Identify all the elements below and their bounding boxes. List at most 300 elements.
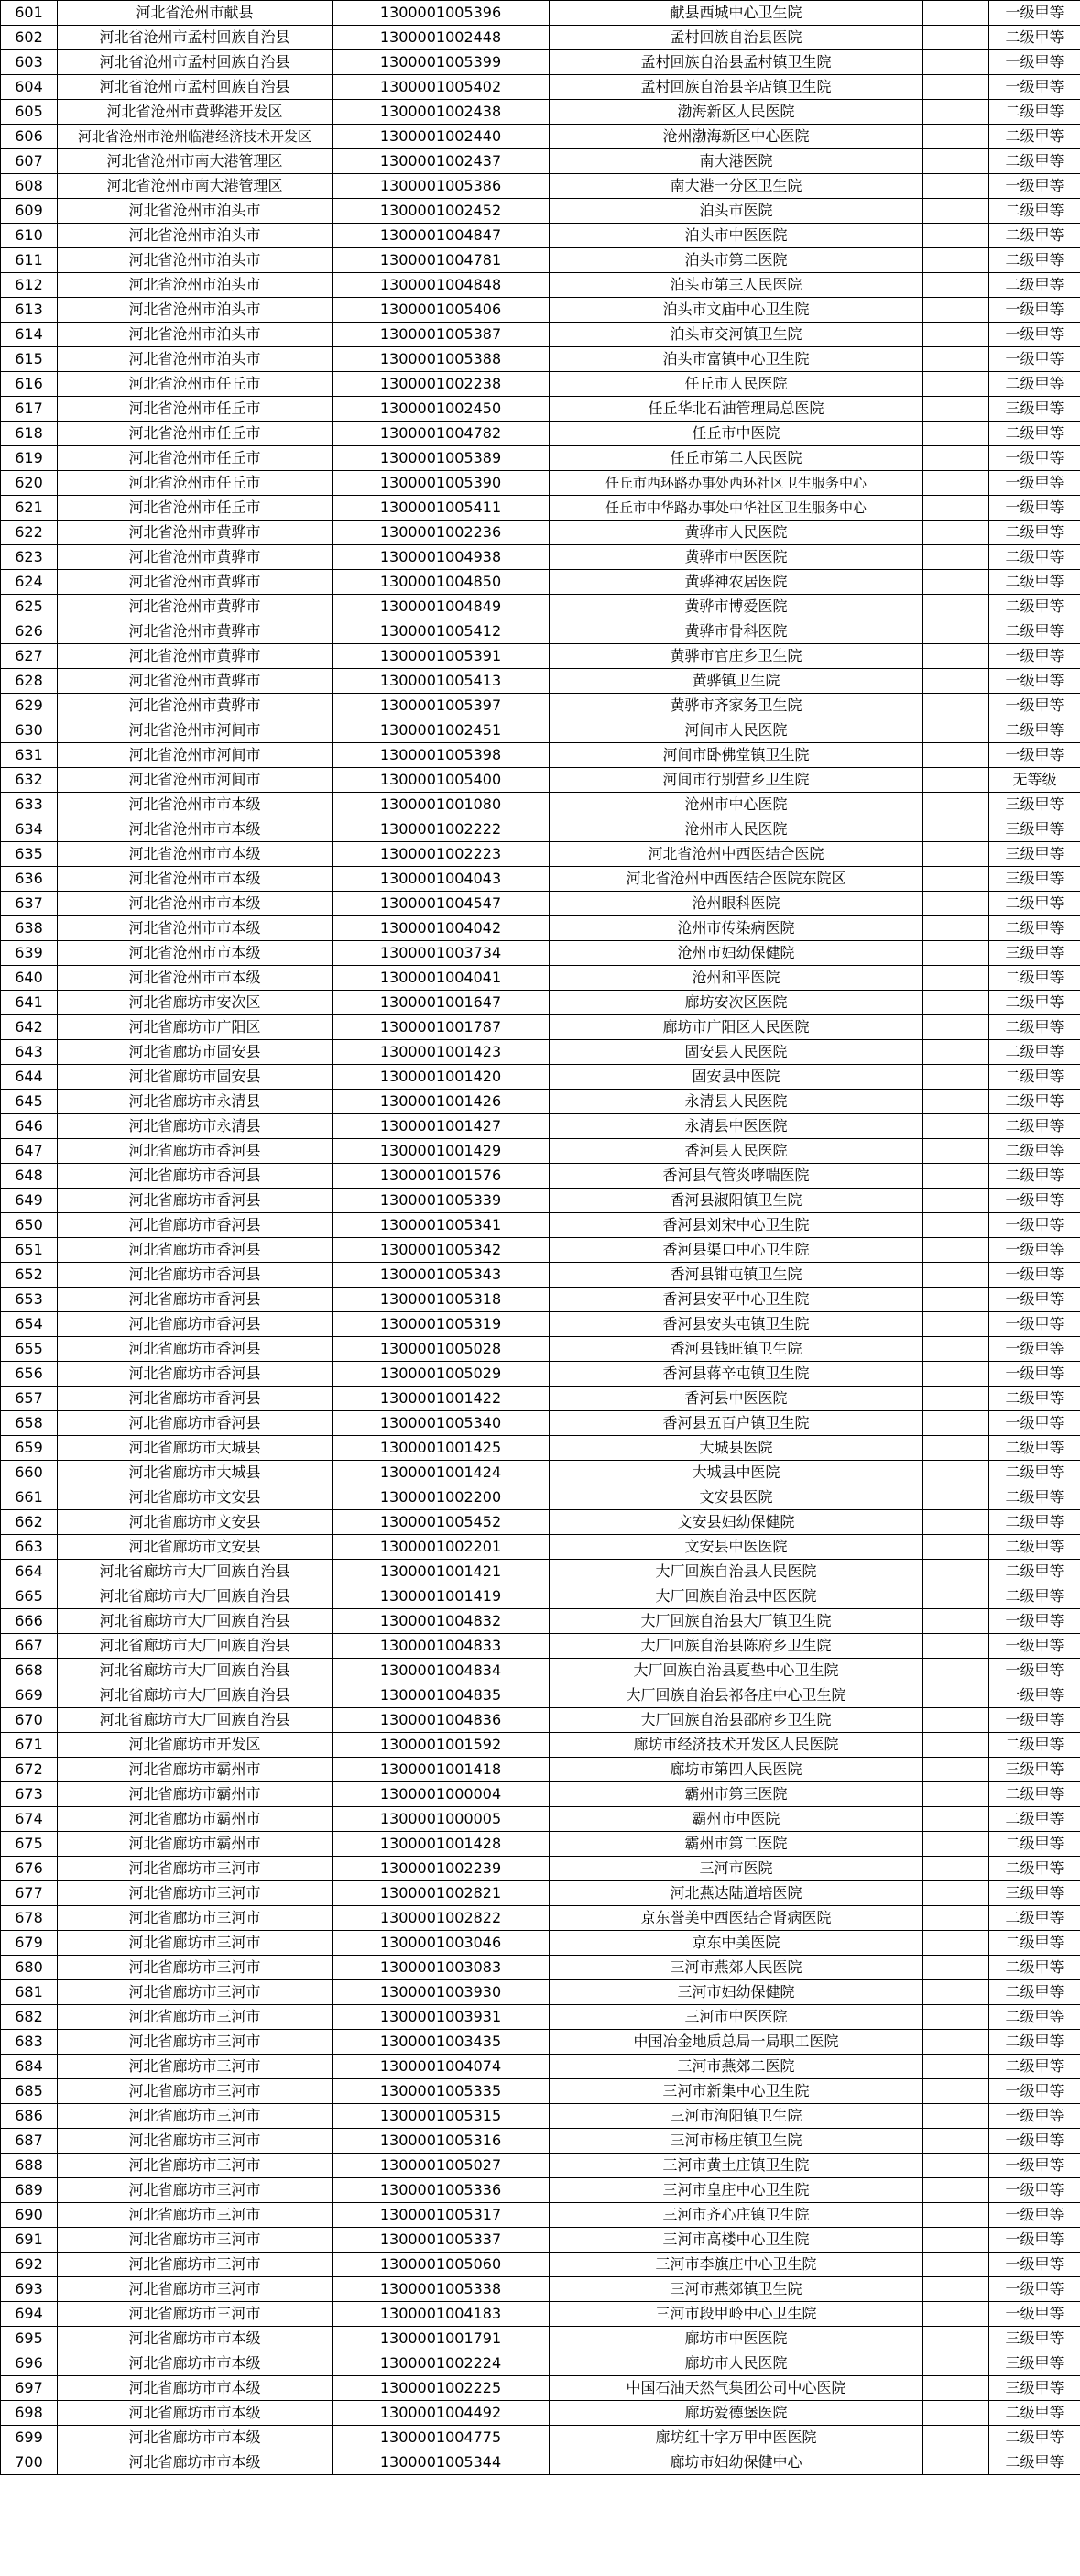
hospital-level-cell: 一级甲等 [989,174,1080,199]
hospital-code-cell: 1300001003734 [333,941,550,966]
hospital-level-cell: 二级甲等 [989,1387,1080,1411]
hospital-code-cell: 1300001004832 [333,1609,550,1634]
region-cell: 河北省廊坊市三河市 [58,2104,333,2129]
hospital-level-cell: 二级甲等 [989,100,1080,125]
hospital-code-cell: 1300001002440 [333,125,550,149]
row-number-cell: 680 [1,1956,58,1980]
hospital-code-cell: 1300001005413 [333,669,550,694]
hospital-code-cell: 1300001005319 [333,1312,550,1337]
hospital-level-cell: 一级甲等 [989,2129,1080,2154]
hospital-code-cell: 1300001002200 [333,1485,550,1510]
region-cell: 河北省沧州市河间市 [58,768,333,793]
row-number-cell: 693 [1,2277,58,2302]
region-cell: 河北省沧州市献县 [58,1,333,26]
hospital-level-cell: 三级甲等 [989,867,1080,892]
region-cell: 河北省沧州市任丘市 [58,422,333,446]
region-cell: 河北省廊坊市香河县 [58,1288,333,1312]
region-cell: 河北省廊坊市香河县 [58,1337,333,1362]
hospital-name-cell: 香河县气管炎哮喘医院 [550,1164,923,1189]
table-row [1,1288,1080,1312]
hospital-level-cell: 二级甲等 [989,2426,1080,2450]
hospital-name-cell: 三河市中医医院 [550,2005,923,2030]
row-number-cell: 672 [1,1758,58,1782]
row-number-cell: 698 [1,2401,58,2426]
hospital-code-cell: 1300001004833 [333,1634,550,1659]
spacer-cell [923,817,989,842]
hospital-name-cell: 三河市燕郊二医院 [550,2055,923,2079]
region-cell: 河北省沧州市孟村回族自治县 [58,26,333,50]
hospital-name-cell: 任丘市人民医院 [550,372,923,397]
region-cell: 河北省沧州市任丘市 [58,397,333,422]
table-row [1,1387,1080,1411]
region-cell: 河北省廊坊市三河市 [58,2178,333,2203]
spacer-cell [923,1164,989,1189]
row-number-cell: 619 [1,446,58,471]
hospital-code-cell: 1300001005411 [333,496,550,521]
region-cell: 河北省沧州市沧州临港经济技术开发区 [58,125,333,149]
hospital-name-cell: 香河县中医医院 [550,1387,923,1411]
spacer-cell [923,1337,989,1362]
hospital-name-cell: 香河县刘宋中心卫生院 [550,1213,923,1238]
table-row [1,669,1080,694]
hospital-level-cell: 二级甲等 [989,1931,1080,1956]
hospital-code-cell: 1300001005318 [333,1288,550,1312]
hospital-code-cell: 1300001000004 [333,1782,550,1807]
hospital-code-cell: 1300001002451 [333,718,550,743]
hospital-name-cell: 京东誉美中西医结合肾病医院 [550,1906,923,1931]
hospital-name-cell: 三河市新集中心卫生院 [550,2079,923,2104]
hospital-level-cell: 二级甲等 [989,619,1080,644]
region-cell: 河北省沧州市黄骅市 [58,545,333,570]
region-cell: 河北省廊坊市大厂回族自治县 [58,1683,333,1708]
hospital-level-cell: 二级甲等 [989,991,1080,1015]
spacer-cell [923,669,989,694]
hospital-level-cell: 一级甲等 [989,2203,1080,2228]
region-cell: 河北省沧州市泊头市 [58,298,333,323]
hospital-code-cell: 1300001001420 [333,1065,550,1090]
hospital-level-cell: 二级甲等 [989,545,1080,570]
hospital-name-cell: 香河县钱旺镇卫生院 [550,1337,923,1362]
hospital-code-cell: 1300001005344 [333,2450,550,2475]
hospital-level-cell: 二级甲等 [989,1040,1080,1065]
table-row [1,2055,1080,2079]
row-number-cell: 607 [1,149,58,174]
region-cell: 河北省沧州市任丘市 [58,471,333,496]
table-row [1,2426,1080,2450]
hospital-code-cell: 1300001005389 [333,446,550,471]
spacer-cell [923,768,989,793]
hospital-code-cell: 1300001005342 [333,1238,550,1263]
spacer-cell [923,1189,989,1213]
spacer-cell [923,1040,989,1065]
table-row [1,1857,1080,1881]
row-number-cell: 627 [1,644,58,669]
hospital-code-cell: 1300001002238 [333,372,550,397]
hospital-code-cell: 1300001005340 [333,1411,550,1436]
region-cell: 河北省廊坊市三河市 [58,2253,333,2277]
hospital-code-cell: 1300001001080 [333,793,550,817]
hospital-name-cell: 黄骅神农居医院 [550,570,923,595]
hospital-level-cell: 二级甲等 [989,1782,1080,1807]
region-cell: 河北省廊坊市永清县 [58,1114,333,1139]
table-row [1,545,1080,570]
row-number-cell: 630 [1,718,58,743]
spacer-cell [923,694,989,718]
hospital-code-cell: 1300001005399 [333,50,550,75]
region-cell: 河北省廊坊市市本级 [58,2376,333,2401]
spacer-cell [923,644,989,669]
spacer-cell [923,1659,989,1683]
spacer-cell [923,1832,989,1857]
spacer-cell [923,1906,989,1931]
row-number-cell: 635 [1,842,58,867]
row-number-cell: 686 [1,2104,58,2129]
region-cell: 河北省廊坊市三河市 [58,1980,333,2005]
region-cell: 河北省沧州市市本级 [58,941,333,966]
hospital-name-cell: 泊头市富镇中心卫生院 [550,347,923,372]
hospital-level-cell: 二级甲等 [989,1832,1080,1857]
row-number-cell: 616 [1,372,58,397]
row-number-cell: 696 [1,2351,58,2376]
hospital-code-cell: 1300001004835 [333,1683,550,1708]
spacer-cell [923,521,989,545]
hospital-code-cell: 1300001001423 [333,1040,550,1065]
hospital-name-cell: 大厂回族自治县中医医院 [550,1584,923,1609]
hospital-level-cell: 一级甲等 [989,1312,1080,1337]
table-row [1,1782,1080,1807]
table-row [1,2178,1080,2203]
hospital-level-cell: 二级甲等 [989,1906,1080,1931]
hospital-code-cell: 1300001005335 [333,2079,550,2104]
hospital-name-cell: 大厂回族自治县大厂镇卫生院 [550,1609,923,1634]
table-row [1,2376,1080,2401]
table-row [1,1114,1080,1139]
hospital-level-cell: 二级甲等 [989,966,1080,991]
row-number-cell: 629 [1,694,58,718]
spacer-cell [923,2277,989,2302]
hospital-name-cell: 孟村回族自治县医院 [550,26,923,50]
hospital-level-cell: 一级甲等 [989,1238,1080,1263]
hospital-name-cell: 南大港一分区卫生院 [550,174,923,199]
spacer-cell [923,1683,989,1708]
hospital-code-cell: 1300001004849 [333,595,550,619]
hospital-name-cell: 大厂回族自治县人民医院 [550,1560,923,1584]
table-row [1,1485,1080,1510]
hospital-name-cell: 三河市齐心庄镇卫生院 [550,2203,923,2228]
row-number-cell: 620 [1,471,58,496]
table-row [1,817,1080,842]
region-cell: 河北省廊坊市开发区 [58,1733,333,1758]
region-cell: 河北省廊坊市大厂回族自治县 [58,1708,333,1733]
table-row [1,1461,1080,1485]
row-number-cell: 606 [1,125,58,149]
spacer-cell [923,2005,989,2030]
row-number-cell: 685 [1,2079,58,2104]
region-cell: 河北省廊坊市市本级 [58,2401,333,2426]
hospital-level-cell: 一级甲等 [989,75,1080,100]
table-row [1,892,1080,916]
table-row [1,347,1080,372]
hospital-code-cell: 1300001002224 [333,2351,550,2376]
hospital-level-cell: 二级甲等 [989,1807,1080,1832]
spacer-cell [923,2079,989,2104]
spacer-cell [923,323,989,347]
region-cell: 河北省沧州市市本级 [58,793,333,817]
region-cell: 河北省沧州市黄骅市 [58,694,333,718]
row-number-cell: 621 [1,496,58,521]
region-cell: 河北省沧州市黄骅市 [58,644,333,669]
hospital-level-cell: 无等级 [989,768,1080,793]
region-cell: 河北省廊坊市三河市 [58,2154,333,2178]
hospital-code-cell: 1300001005316 [333,2129,550,2154]
row-number-cell: 664 [1,1560,58,1584]
spacer-cell [923,1758,989,1782]
hospital-level-cell: 一级甲等 [989,1263,1080,1288]
hospital-name-cell: 沧州市人民医院 [550,817,923,842]
spacer-cell [923,916,989,941]
spacer-cell [923,1857,989,1881]
row-number-cell: 654 [1,1312,58,1337]
hospital-code-cell: 1300001005028 [333,1337,550,1362]
hospital-code-cell: 1300001002222 [333,817,550,842]
region-cell: 河北省廊坊市文安县 [58,1485,333,1510]
hospital-name-cell: 三河市燕郊人民医院 [550,1956,923,1980]
hospital-level-cell: 一级甲等 [989,644,1080,669]
spacer-cell [923,273,989,298]
hospital-level-cell: 二级甲等 [989,26,1080,50]
hospital-level-cell: 三级甲等 [989,842,1080,867]
table-row [1,125,1080,149]
hospital-code-cell: 1300001004547 [333,892,550,916]
region-cell: 河北省廊坊市香河县 [58,1139,333,1164]
hospital-code-cell: 1300001005398 [333,743,550,768]
region-cell: 河北省廊坊市三河市 [58,2030,333,2055]
hospital-code-cell: 1300001004834 [333,1659,550,1683]
spacer-cell [923,1535,989,1560]
spacer-cell [923,26,989,50]
hospital-level-cell: 一级甲等 [989,2104,1080,2129]
table-row [1,842,1080,867]
hospital-name-cell: 泊头市第二医院 [550,248,923,273]
spacer-cell [923,422,989,446]
row-number-cell: 650 [1,1213,58,1238]
hospital-level-cell: 三级甲等 [989,817,1080,842]
region-cell: 河北省廊坊市香河县 [58,1387,333,1411]
table-row [1,1090,1080,1114]
spacer-cell [923,1708,989,1733]
region-cell: 河北省廊坊市三河市 [58,2277,333,2302]
hospital-code-cell: 1300001004781 [333,248,550,273]
table-row [1,1164,1080,1189]
spacer-cell [923,446,989,471]
hospital-name-cell: 沧州市传染病医院 [550,916,923,941]
table-row [1,1436,1080,1461]
hospital-name-cell: 黄骅市人民医院 [550,521,923,545]
table-row [1,1609,1080,1634]
hospital-level-cell: 二级甲等 [989,570,1080,595]
row-number-cell: 643 [1,1040,58,1065]
hospital-name-cell: 廊坊红十字万甲中医医院 [550,2426,923,2450]
table-row [1,1634,1080,1659]
spacer-cell [923,1238,989,1263]
hospital-name-cell: 永清县中医医院 [550,1114,923,1139]
hospital-level-cell: 一级甲等 [989,1362,1080,1387]
row-number-cell: 637 [1,892,58,916]
row-number-cell: 690 [1,2203,58,2228]
hospital-level-cell: 一级甲等 [989,446,1080,471]
table-row [1,298,1080,323]
region-cell: 河北省沧州市河间市 [58,718,333,743]
hospital-name-cell: 黄骅镇卫生院 [550,669,923,694]
hospital-level-cell: 二级甲等 [989,149,1080,174]
table-row [1,2154,1080,2178]
region-cell: 河北省沧州市任丘市 [58,446,333,471]
spacer-cell [923,619,989,644]
spacer-cell [923,2178,989,2203]
hospital-name-cell: 大城县医院 [550,1436,923,1461]
hospital-name-cell: 香河县蒋辛屯镇卫生院 [550,1362,923,1387]
spacer-cell [923,149,989,174]
hospital-name-cell: 泊头市中医医院 [550,224,923,248]
row-number-cell: 604 [1,75,58,100]
hospital-name-cell: 固安县人民医院 [550,1040,923,1065]
hospital-name-cell: 三河市高楼中心卫生院 [550,2228,923,2253]
hospital-code-cell: 1300001005452 [333,1510,550,1535]
table-row [1,446,1080,471]
spacer-cell [923,892,989,916]
spacer-cell [923,2351,989,2376]
spacer-cell [923,248,989,273]
hospital-code-cell: 1300001002236 [333,521,550,545]
region-cell: 河北省廊坊市大厂回族自治县 [58,1659,333,1683]
region-cell: 河北省沧州市泊头市 [58,199,333,224]
hospital-code-cell: 1300001001421 [333,1560,550,1584]
hospital-code-cell: 1300001001419 [333,1584,550,1609]
region-cell: 河北省廊坊市香河县 [58,1263,333,1288]
spacer-cell [923,1956,989,1980]
hospital-name-cell: 沧州和平医院 [550,966,923,991]
row-number-cell: 688 [1,2154,58,2178]
table-row [1,1758,1080,1782]
hospital-code-cell: 1300001004074 [333,2055,550,2079]
hospital-name-cell: 沧州市妇幼保健院 [550,941,923,966]
hospital-name-cell: 河间市行别营乡卫生院 [550,768,923,793]
spacer-cell [923,1,989,26]
hospital-name-cell: 廊坊市第四人民医院 [550,1758,923,1782]
row-number-cell: 659 [1,1436,58,1461]
hospital-code-cell: 1300001005402 [333,75,550,100]
table-body [1,1,1080,2475]
table-row [1,1263,1080,1288]
region-cell: 河北省廊坊市文安县 [58,1535,333,1560]
table-row [1,694,1080,718]
hospital-name-cell: 文安县中医医院 [550,1535,923,1560]
region-cell: 河北省沧州市市本级 [58,916,333,941]
hospital-level-cell: 一级甲等 [989,2253,1080,2277]
row-number-cell: 663 [1,1535,58,1560]
spacer-cell [923,1560,989,1584]
row-number-cell: 700 [1,2450,58,2475]
hospital-name-cell: 文安县医院 [550,1485,923,1510]
table-row [1,149,1080,174]
region-cell: 河北省廊坊市文安县 [58,1510,333,1535]
hospital-code-cell: 1300001000005 [333,1807,550,1832]
hospital-level-cell: 一级甲等 [989,2228,1080,2253]
hospital-code-cell: 1300001005388 [333,347,550,372]
row-number-cell: 638 [1,916,58,941]
region-cell: 河北省沧州市市本级 [58,892,333,916]
table-row [1,2228,1080,2253]
spacer-cell [923,2253,989,2277]
row-number-cell: 677 [1,1881,58,1906]
region-cell: 河北省廊坊市固安县 [58,1065,333,1090]
row-number-cell: 612 [1,273,58,298]
table-row [1,224,1080,248]
spacer-cell [923,1411,989,1436]
spacer-cell [923,1387,989,1411]
spacer-cell [923,199,989,224]
hospital-name-cell: 南大港医院 [550,149,923,174]
table-row [1,2401,1080,2426]
region-cell: 河北省廊坊市香河县 [58,1312,333,1337]
spacer-cell [923,2426,989,2450]
table-row [1,916,1080,941]
row-number-cell: 640 [1,966,58,991]
hospital-name-cell: 任丘市中华路办事处中华社区卫生服务中心 [550,496,923,521]
hospital-name-cell: 孟村回族自治县孟村镇卫生院 [550,50,923,75]
row-number-cell: 605 [1,100,58,125]
region-cell: 河北省沧州市市本级 [58,817,333,842]
hospital-level-cell: 一级甲等 [989,669,1080,694]
hospital-name-cell: 廊坊安次区医院 [550,991,923,1015]
hospital-name-cell: 固安县中医院 [550,1065,923,1090]
table-row [1,1189,1080,1213]
hospital-name-cell: 香河县安平中心卫生院 [550,1288,923,1312]
hospital-name-cell: 三河市李旗庄中心卫生院 [550,2253,923,2277]
spacer-cell [923,1312,989,1337]
spacer-cell [923,570,989,595]
table-row [1,1906,1080,1931]
hospital-level-cell: 二级甲等 [989,916,1080,941]
region-cell: 河北省沧州市市本级 [58,966,333,991]
hospital-name-cell: 文安县妇幼保健院 [550,1510,923,1535]
table-row [1,2104,1080,2129]
table-row [1,100,1080,125]
region-cell: 河北省廊坊市霸州市 [58,1832,333,1857]
hospital-level-cell: 二级甲等 [989,2030,1080,2055]
hospital-level-cell: 三级甲等 [989,2376,1080,2401]
spacer-cell [923,793,989,817]
hospital-level-cell: 二级甲等 [989,1164,1080,1189]
table-row [1,1510,1080,1535]
row-number-cell: 687 [1,2129,58,2154]
spacer-cell [923,545,989,570]
row-number-cell: 611 [1,248,58,273]
spacer-cell [923,347,989,372]
spacer-cell [923,1015,989,1040]
region-cell: 河北省廊坊市安次区 [58,991,333,1015]
hospital-name-cell: 大厂回族自治县陈府乡卫生院 [550,1634,923,1659]
spacer-cell [923,2030,989,2055]
hospital-code-cell: 1300001004850 [333,570,550,595]
row-number-cell: 665 [1,1584,58,1609]
hospital-name-cell: 泊头市交河镇卫生院 [550,323,923,347]
row-number-cell: 655 [1,1337,58,1362]
hospital-code-cell: 1300001002223 [333,842,550,867]
row-number-cell: 625 [1,595,58,619]
region-cell: 河北省廊坊市三河市 [58,1906,333,1931]
hospital-name-cell: 中国冶金地质总局一局职工医院 [550,2030,923,2055]
